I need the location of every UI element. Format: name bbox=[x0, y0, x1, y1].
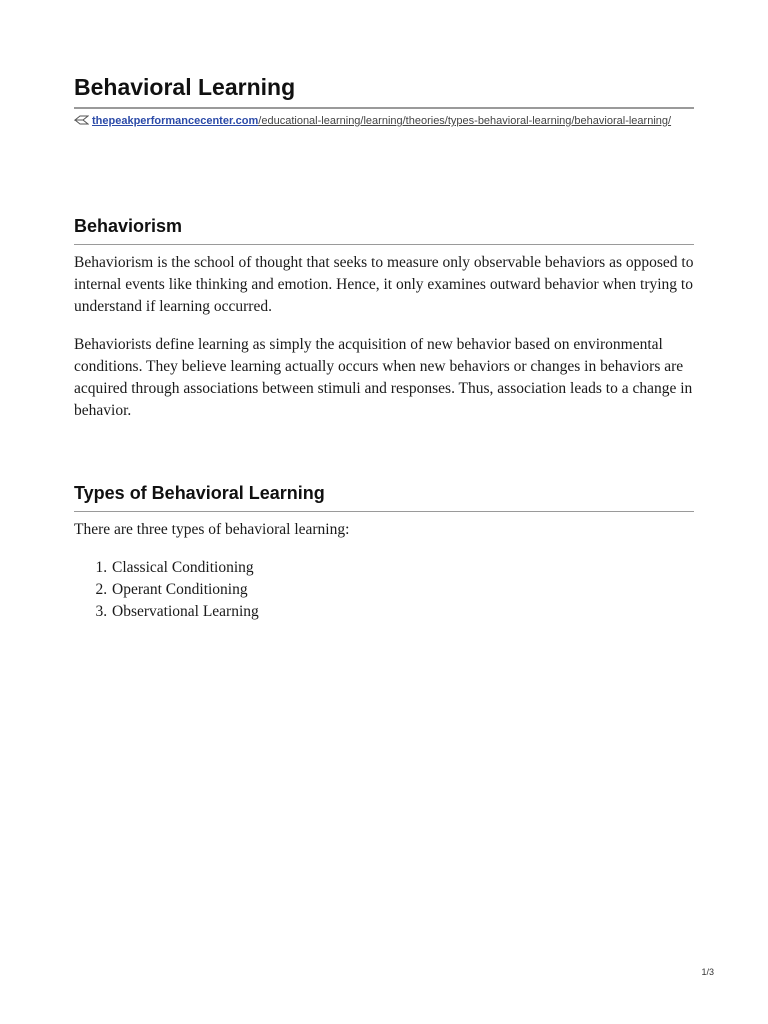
paragraph-intro: There are three types of behavioral learning: bbox=[74, 521, 350, 538]
source-domain[interactable]: thepeakperformancecenter.com bbox=[92, 115, 259, 127]
title-divider bbox=[74, 107, 694, 109]
source-url[interactable] bbox=[74, 114, 674, 129]
list-item: 2. Operant Conditioning bbox=[111, 579, 259, 601]
source-path[interactable]: /educational-learning/learning/theories/types-behavioral-learning/behavioral-learning/ bbox=[258, 115, 672, 127]
section-divider bbox=[74, 511, 694, 512]
section-heading-behaviorism: Behaviorism bbox=[74, 216, 183, 236]
paragraph: Behaviorism is the school of thought that seeks to measure only observable behaviors as opposed to internal events like thinking and emotion. Hence, it only examines outward behavior when trying to understand if learning occurred. bbox=[74, 254, 694, 315]
types-list bbox=[74, 557, 259, 623]
section-heading-types: Types of Behavioral Learning bbox=[74, 483, 325, 503]
list-item: 3. Observational Learning bbox=[111, 601, 259, 623]
page-number: 1/3 bbox=[701, 967, 714, 977]
list-item: 1. Classical Conditioning bbox=[111, 557, 259, 579]
page-title: Behavioral Learning bbox=[74, 74, 296, 100]
paragraph: Behaviorists define learning as simply the acquisition of new behavior based on environmental conditions. They believe learning actually occurs when new behaviors or changes in behaviors are acquired through associations between stimuli and responses. Thus, association leads to a change in behavior. bbox=[74, 336, 693, 419]
section-divider bbox=[74, 244, 694, 245]
link-icon bbox=[74, 115, 89, 125]
